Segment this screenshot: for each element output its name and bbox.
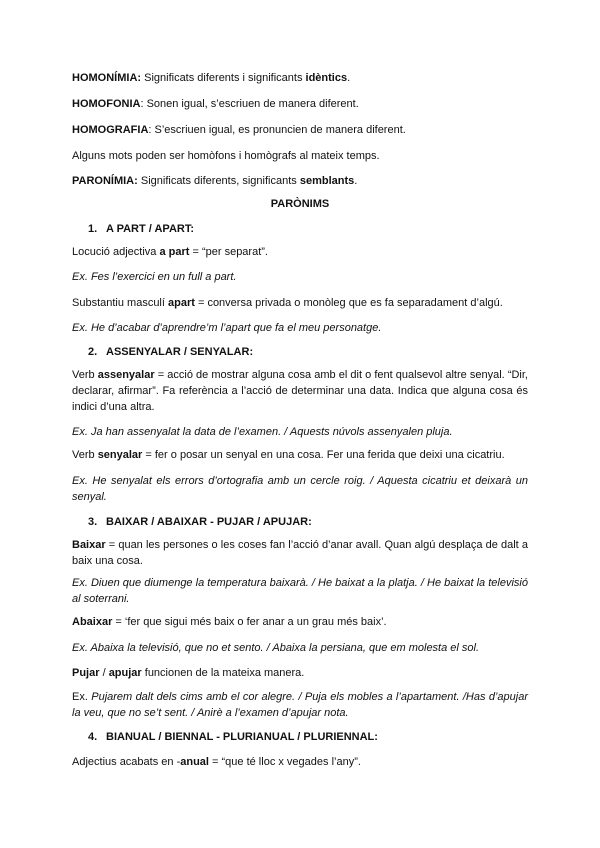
- definition-homofonia: HOMOFONIA: Sonen igual, s’escriuen de manera diferent.: [72, 98, 359, 110]
- section-2-example-1: Ex. Ja han assenyalat la data de l’examen. / Aquests núvols assenyalen pluja.: [72, 426, 453, 438]
- section-3-heading: 3. BAIXAR / ABAIXAR - PUJAR / APUJAR:: [88, 516, 312, 528]
- section-1-heading: 1. A PART / APART:: [88, 223, 194, 235]
- section-2-example-2: Ex. He senyalat els errors d’ortografia amb un cercle roig. / Aquesta cicatriu et deixarà un senyal.: [72, 475, 528, 503]
- definition-homografia: HOMOGRAFIA: S’escriuen igual, es pronuncien de manera diferent.: [72, 124, 406, 136]
- section-4-paragraph-anual: Adjectius acabats en -anual = “que té lloc x vegades l’any”.: [72, 756, 361, 768]
- section-1-example-1: Ex. Fes l’exercici en un full a part.: [72, 271, 237, 283]
- section-3-example-2: Ex. Abaixa la televisió, que no et sento. / Abaixa la persiana, que em molesta el sol.: [72, 642, 480, 654]
- definition-homonimia: HOMONÍMIA: Significats diferents i significants idèntics.: [72, 72, 351, 84]
- note-homofons-homografs: Alguns mots poden ser homòfons i homògrafs al mateix temps.: [72, 150, 380, 162]
- section-3-paragraph-pujar: Pujar / apujar funcionen de la mateixa manera.: [72, 667, 305, 679]
- section-3-example-3: Ex. Pujarem dalt dels cims amb el cor alegre. / Puja els mobles a l’apartament. /Has d’apujar la veu, que no se’t sent. / Anirè a l’examen d’apujar nota.: [72, 691, 528, 719]
- section-3-example-1: Ex. Diuen que diumenge la temperatura baixarà. / He baixat a la platja. / He baixat la televisió al soterrani.: [72, 577, 528, 605]
- section-4-heading: 4. BIANUAL / BIENNAL - PLURIANUAL / PLURIENNAL:: [88, 731, 378, 743]
- section-3-paragraph-abaixar: Abaixar = ‘fer que sigui més baix o fer anar a un grau més baix’.: [72, 616, 387, 628]
- definition-paronimia: PARONÍMIA: Significats diferents, significants semblants.: [72, 175, 358, 187]
- page-title: PARÒNIMS: [270, 198, 330, 210]
- section-1-paragraph-a-part: Locució adjectiva a part = “per separat”.: [72, 246, 268, 258]
- section-2-heading: 2. ASSENYALAR / SENYALAR:: [88, 346, 254, 358]
- section-1-example-2: Ex. He d’acabar d’aprendre’m l’apart que fa el meu personatge.: [72, 322, 382, 334]
- section-1-paragraph-apart: Substantiu masculí apart = conversa privada o monòleg que es fa separadament d’algú.: [72, 297, 503, 309]
- section-2-paragraph-senyalar: Verb senyalar = fer o posar un senyal en una cosa. Fer una ferida que deixi una cicatriu.: [72, 449, 505, 461]
- section-2-paragraph-assenyalar: Verb assenyalar = acció de mostrar alguna cosa amb el dit o fent qualsevol altre senyal. “Dir, declarar, afirmar”. Fa referència a l’acció de determinar una data. Indica que alguna cosa és indici d’una altra.: [72, 369, 528, 413]
- section-3-paragraph-baixar: Baixar = quan les persones o les coses fan l’acció d’anar avall. Quan algú desplaça de dalt a baix una cosa.: [72, 539, 528, 567]
